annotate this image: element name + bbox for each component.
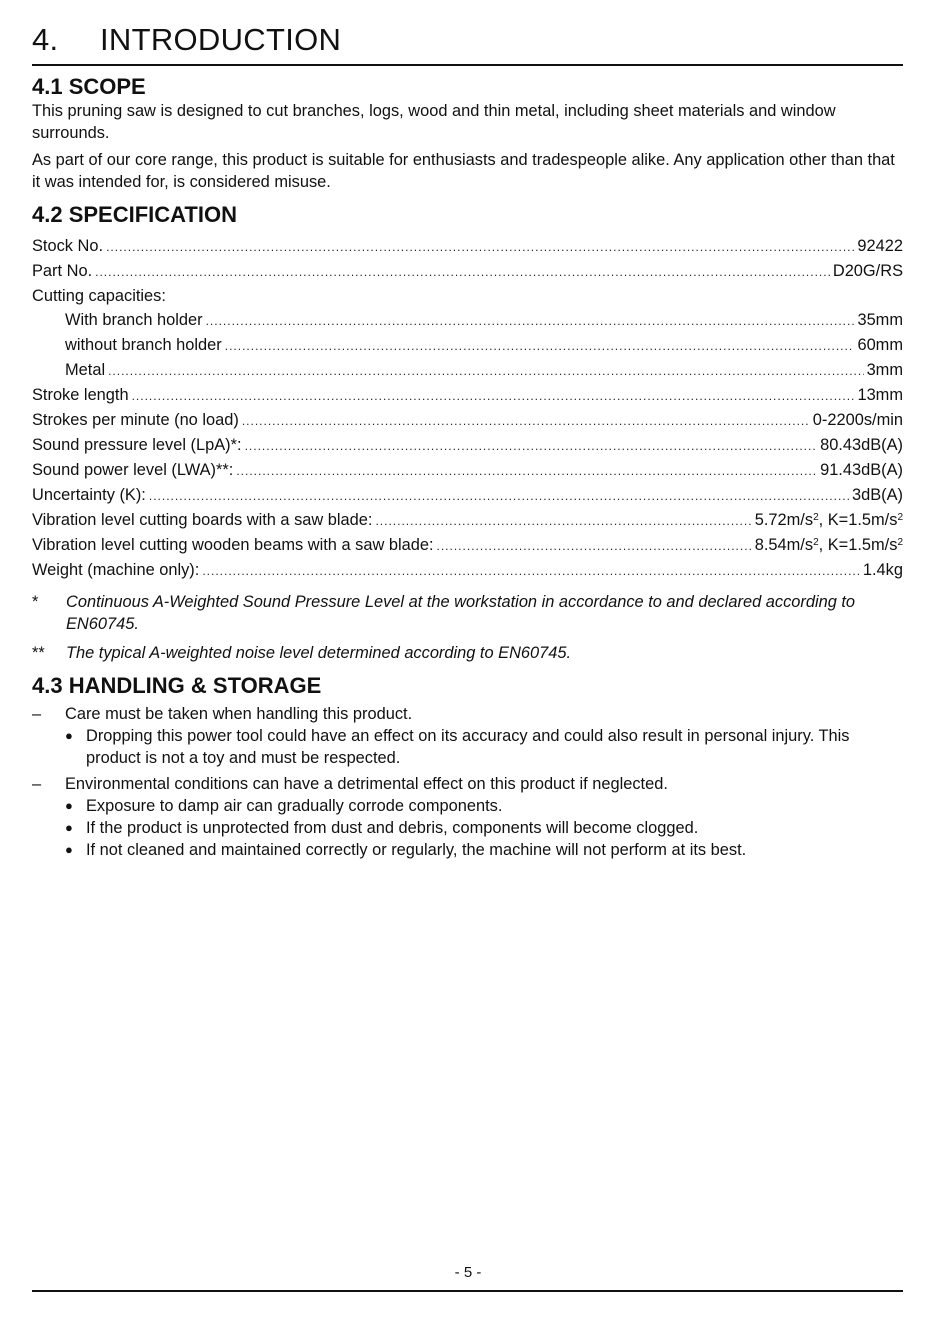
bullet-icon: ● <box>65 820 73 835</box>
spec-row-metal <box>32 358 903 383</box>
scope-paragraph-1: This pruning saw is designed to cut branches, logs, wood and thin metal, including sheet materials and window surrounds. <box>32 102 836 142</box>
list-item <box>32 773 903 861</box>
spec-row-uncertainty <box>32 483 903 508</box>
spec-row-stock <box>32 234 903 259</box>
bullet-text: Exposure to damp air can gradually corrode components. <box>86 797 503 815</box>
spec-label: Strokes per minute (no load) <box>32 411 239 429</box>
spec-cutting-capacities: Cutting capacities: <box>32 287 166 305</box>
page-title <box>32 22 903 66</box>
footnote-1 <box>32 591 903 635</box>
bullet-item <box>65 795 746 817</box>
footnote-2 <box>32 642 903 664</box>
spec-value: 92422 <box>857 237 903 255</box>
bullet-icon: ● <box>65 728 73 743</box>
spec-label: Sound pressure level (LpA)*: <box>32 436 242 454</box>
bullet-item <box>65 817 746 839</box>
spec-row-weight <box>32 558 903 583</box>
footnotes <box>32 591 903 664</box>
list-item-text: Care must be taken when handling this product. <box>65 705 413 723</box>
handling-heading: 4.3 HANDLING & STORAGE <box>32 673 322 698</box>
spec-label: Weight (machine only): <box>32 561 200 579</box>
spec-label: Part No. <box>32 262 93 280</box>
spec-value: 60mm <box>857 336 903 354</box>
spec-row-strokes-per-minute <box>32 408 903 433</box>
footnote-mark: ** <box>32 644 45 662</box>
spec-row-vibration-beams <box>32 533 903 558</box>
spec-value: 13mm <box>857 386 903 404</box>
spec-label: without branch holder <box>65 336 222 354</box>
handling-list <box>32 703 903 861</box>
spec-row-no-branch-holder <box>32 333 903 358</box>
spec-value: 3dB(A) <box>851 486 903 504</box>
footnote-text: Continuous A-Weighted Sound Pressure Level at the workstation in accordance to and declared according to EN60745. <box>66 593 856 633</box>
bullet-icon: ● <box>65 842 73 857</box>
spec-value: 1.4kg <box>862 561 903 579</box>
spec-row-sound-pressure <box>32 433 903 458</box>
list-item-text: Environmental conditions can have a detrimental effect on this product if neglected. <box>65 775 668 793</box>
scope-heading: 4.1 SCOPE <box>32 74 146 99</box>
spec-row-sound-power <box>32 458 903 483</box>
bullet-text: If the product is unprotected from dust and debris, components will become clogged. <box>86 819 699 837</box>
title-number: 4. <box>32 22 59 57</box>
footnote-mark: * <box>32 593 39 611</box>
spec-value: 91.43dB(A) <box>820 461 903 479</box>
bullet-icon: ● <box>65 798 73 813</box>
dash-marker: – <box>32 705 42 723</box>
spec-row-vibration-boards <box>32 508 903 533</box>
spec-list <box>32 234 903 583</box>
bullet-item <box>65 725 903 769</box>
list-item <box>32 703 903 769</box>
footnote-text: The typical A-weighted noise level determined according to EN60745. <box>66 644 572 662</box>
scope-paragraph-2: As part of our core range, this product is suitable for enthusiasts and tradespeople alike. Any application other than that it was intended for, is considered misuse. <box>32 151 895 191</box>
spec-value: 3mm <box>866 361 903 379</box>
page <box>32 22 903 861</box>
spec-value: D20G/RS <box>832 262 903 280</box>
footer-divider <box>32 1290 903 1292</box>
spec-value: $8.54m/s^2$, $K=1.5m/s^2$ <box>754 536 903 554</box>
spec-row-branch-holder <box>32 308 903 333</box>
spec-row-part <box>32 259 903 284</box>
spec-label: Sound power level (LWA)**: <box>32 461 234 479</box>
spec-label: Vibration level cutting wooden beams with a saw blade: <box>32 536 434 554</box>
spec-value: 35mm <box>857 311 903 329</box>
spec-value: $5.72m/s^2$, $K=1.5m/s^2$ <box>754 511 903 529</box>
bullet-text: If not cleaned and maintained correctly or regularly, the machine will not perform at its best. <box>86 841 747 859</box>
spec-label: Stock No. <box>32 237 104 255</box>
spec-value: 0-2200s/min <box>812 411 903 429</box>
spec-label: Stroke length <box>32 386 129 404</box>
bullet-text: Dropping this power tool could have an effect on its accuracy and could also result in personal injury. This product is not a toy and must be respected. <box>86 727 850 767</box>
page-number: - 5 - <box>454 1264 482 1281</box>
spec-row-stroke-length <box>32 383 903 408</box>
title-text: INTRODUCTION <box>100 22 342 57</box>
spec-label: Uncertainty (K): <box>32 486 146 504</box>
spec-label: With branch holder <box>65 311 203 329</box>
dash-marker: – <box>32 775 42 793</box>
bullet-item <box>65 839 746 861</box>
spec-label: Vibration level cutting boards with a saw blade: <box>32 511 373 529</box>
spec-heading: 4.2 SPECIFICATION <box>32 202 237 227</box>
spec-label: Metal <box>65 361 106 379</box>
spec-value: 80.43dB(A) <box>820 436 903 454</box>
